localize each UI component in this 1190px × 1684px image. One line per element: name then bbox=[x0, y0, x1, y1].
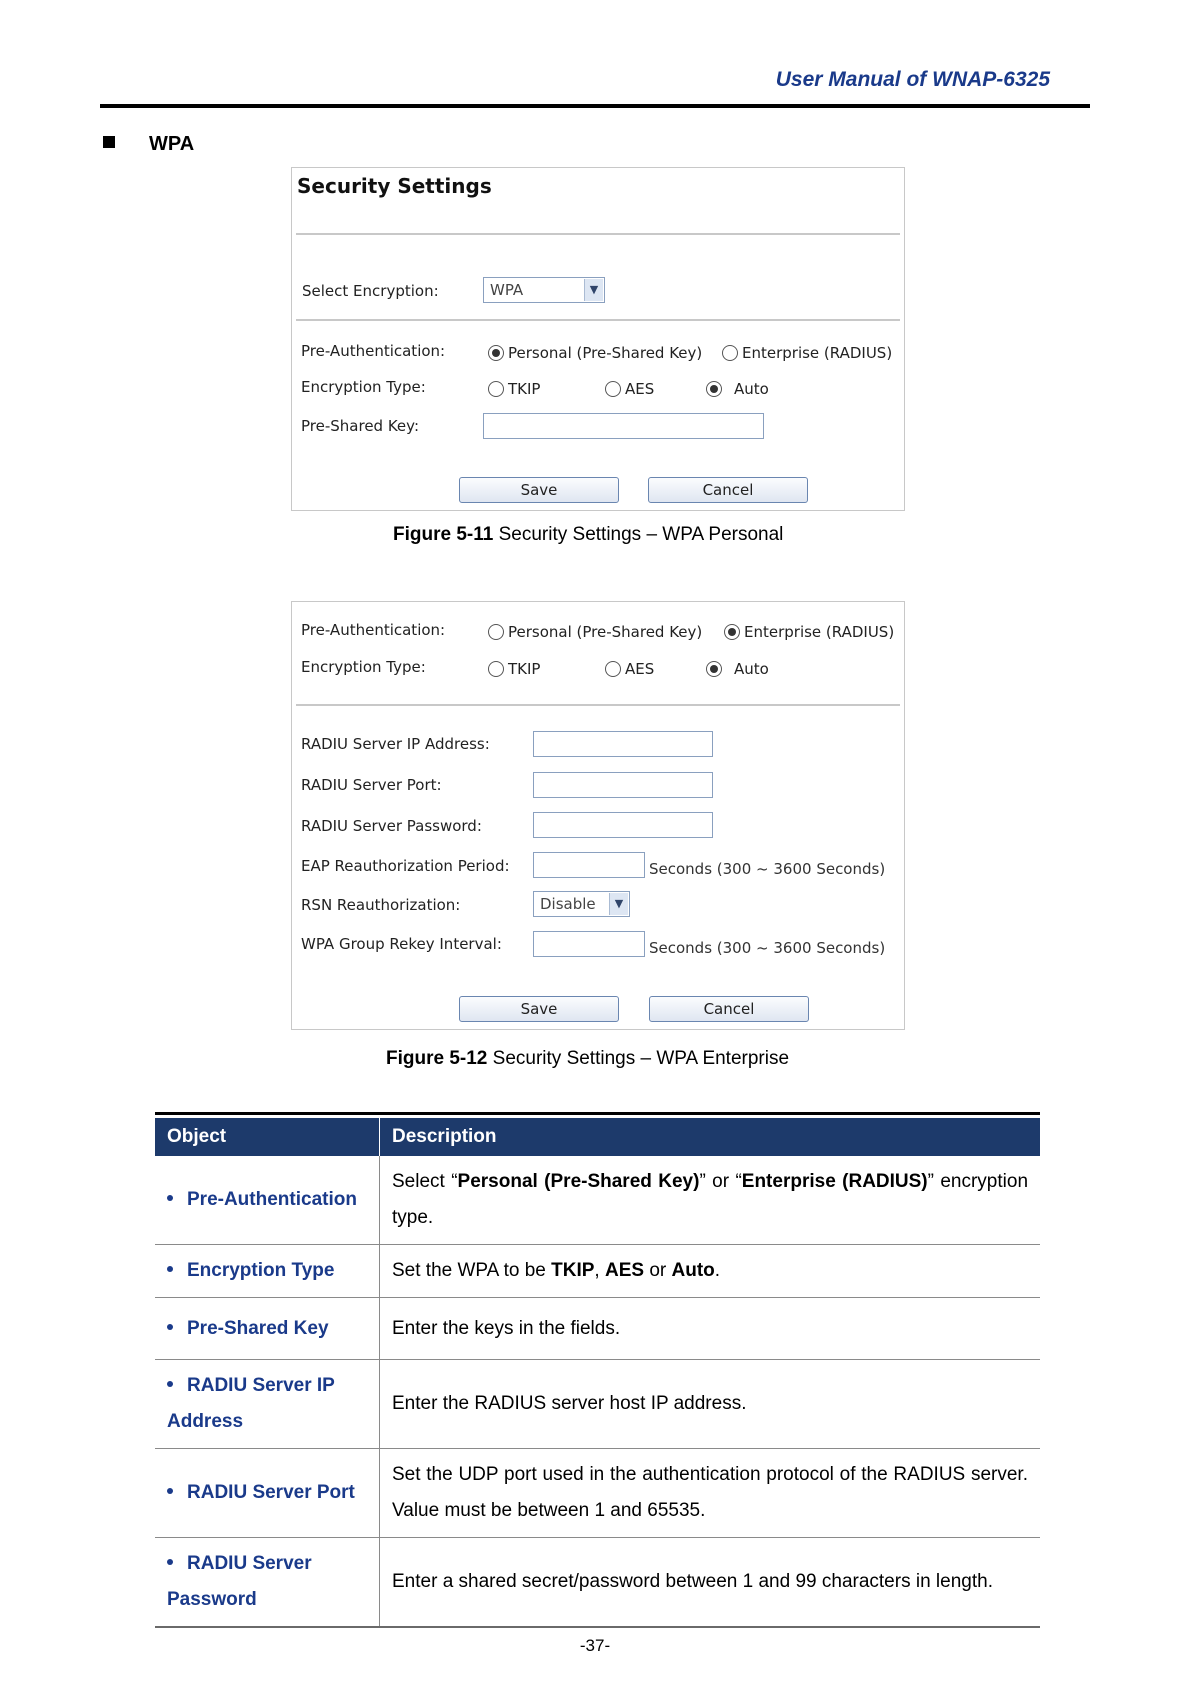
pre-auth-label: Pre-Authentication: bbox=[301, 621, 446, 639]
radius-ip-input[interactable] bbox=[533, 731, 713, 757]
radio-tkip[interactable] bbox=[488, 660, 540, 678]
psk-input[interactable] bbox=[483, 413, 764, 439]
desc-text: ” encryption type. bbox=[392, 1171, 1029, 1228]
pre-auth-label: Pre-Authentication: bbox=[301, 342, 446, 360]
radio-tkip-label: TKIP bbox=[508, 660, 541, 678]
rekey-label: WPA Group Rekey Interval: bbox=[301, 935, 502, 953]
divider bbox=[296, 319, 900, 321]
manual-title: User Manual of WNAP-6325 bbox=[775, 68, 1050, 91]
object-cell bbox=[155, 1156, 380, 1245]
radio-enterprise[interactable] bbox=[724, 623, 894, 641]
radio-personal[interactable] bbox=[488, 344, 702, 362]
desc-text: . bbox=[714, 1260, 721, 1281]
eap-period-input[interactable] bbox=[533, 852, 645, 878]
section-title: WPA bbox=[149, 133, 195, 155]
rekey-hint: Seconds (300 ~ 3600 Seconds) bbox=[649, 939, 886, 957]
radius-ip-label: RADIU Server IP Address: bbox=[301, 735, 490, 753]
radio-aes-label: AES bbox=[625, 380, 655, 398]
table-row bbox=[155, 1538, 1040, 1628]
panel-title: Security Settings bbox=[297, 174, 492, 198]
save-button[interactable]: Save bbox=[459, 477, 619, 503]
square-bullet-icon bbox=[103, 136, 115, 148]
radius-password-input[interactable] bbox=[533, 812, 713, 838]
radio-enterprise-label: Enterprise (RADIUS) bbox=[742, 344, 893, 362]
encryption-select[interactable] bbox=[483, 277, 605, 303]
object-cell bbox=[155, 1298, 380, 1360]
bullet-icon bbox=[167, 1559, 173, 1565]
section-heading bbox=[103, 133, 194, 156]
page-number: -37- bbox=[579, 1636, 611, 1655]
radio-auto[interactable] bbox=[706, 660, 769, 678]
radio-personal[interactable] bbox=[488, 623, 702, 641]
object-cell bbox=[155, 1449, 380, 1538]
radius-password-label: RADIU Server Password: bbox=[301, 817, 482, 835]
encryption-select-value: WPA bbox=[490, 281, 524, 299]
desc-bold: Enterprise (RADIUS) bbox=[741, 1171, 928, 1192]
column-header-description: Description bbox=[380, 1118, 1041, 1156]
radio-aes[interactable] bbox=[605, 660, 654, 678]
description-cell: Enter the keys in the fields. bbox=[380, 1298, 1041, 1360]
radio-selected-icon bbox=[706, 381, 722, 397]
object-label: RADIU Server Password bbox=[167, 1553, 312, 1610]
object-label: Pre-Authentication bbox=[187, 1189, 357, 1210]
save-button[interactable]: Save bbox=[459, 996, 619, 1022]
security-settings-personal-panel bbox=[291, 167, 905, 511]
enc-type-label: Encryption Type: bbox=[301, 658, 426, 676]
radio-empty-icon bbox=[722, 345, 738, 361]
radio-personal-label: Personal (Pre-Shared Key) bbox=[508, 344, 703, 362]
radio-tkip[interactable] bbox=[488, 380, 540, 398]
table-row bbox=[155, 1245, 1040, 1298]
desc-text: , bbox=[594, 1260, 605, 1281]
desc-text: Set the WPA to be bbox=[392, 1260, 552, 1281]
caption-text: Security Settings – WPA Enterprise bbox=[487, 1048, 790, 1069]
desc-bold: Auto bbox=[671, 1260, 715, 1281]
header-rule bbox=[100, 104, 1090, 108]
description-cell: Set the UDP port used in the authentication protocol of the RADIUS server. Value must be between 1 and 65535. bbox=[380, 1449, 1041, 1538]
bullet-icon bbox=[167, 1381, 173, 1387]
radio-aes[interactable] bbox=[605, 380, 654, 398]
radio-auto-label: Auto bbox=[734, 380, 769, 398]
radio-selected-icon bbox=[724, 624, 740, 640]
desc-text: Select “ bbox=[392, 1171, 458, 1192]
radio-empty-icon bbox=[488, 381, 504, 397]
radio-personal-label: Personal (Pre-Shared Key) bbox=[508, 623, 703, 641]
cancel-button[interactable]: Cancel bbox=[649, 996, 809, 1022]
description-cell bbox=[380, 1156, 1041, 1245]
column-header-object: Object bbox=[155, 1118, 380, 1156]
object-label: RADIU Server IP Address bbox=[167, 1375, 335, 1432]
caption-label: Figure 5-12 bbox=[386, 1048, 488, 1069]
radio-auto-label: Auto bbox=[734, 660, 769, 678]
object-label: Encryption Type bbox=[187, 1260, 335, 1281]
desc-bold: TKIP bbox=[551, 1260, 595, 1281]
desc-text: or bbox=[644, 1260, 672, 1281]
object-label: RADIU Server Port bbox=[187, 1482, 355, 1503]
security-settings-enterprise-panel bbox=[291, 601, 905, 1030]
rsn-label: RSN Reauthorization: bbox=[301, 896, 461, 914]
rsn-select-value: Disable bbox=[540, 895, 596, 913]
table-row bbox=[155, 1156, 1040, 1245]
description-cell bbox=[380, 1245, 1041, 1298]
divider bbox=[296, 704, 900, 706]
divider bbox=[296, 233, 900, 235]
eap-period-hint: Seconds (300 ~ 3600 Seconds) bbox=[649, 860, 886, 878]
desc-text: ” or “ bbox=[699, 1171, 742, 1192]
object-cell bbox=[155, 1538, 380, 1628]
description-cell: Enter the RADIUS server host IP address. bbox=[380, 1360, 1041, 1449]
psk-label: Pre-Shared Key: bbox=[301, 417, 419, 435]
eap-period-label: EAP Reauthorization Period: bbox=[301, 857, 510, 875]
radio-enterprise-label: Enterprise (RADIUS) bbox=[744, 623, 895, 641]
radio-aes-label: AES bbox=[625, 660, 655, 678]
object-label: Pre-Shared Key bbox=[187, 1317, 329, 1339]
radius-port-label: RADIU Server Port: bbox=[301, 776, 442, 794]
table-row bbox=[155, 1360, 1040, 1449]
radio-enterprise[interactable] bbox=[722, 344, 892, 362]
caption-label: Figure 5-11 bbox=[393, 524, 494, 545]
figure-caption-5-11 bbox=[393, 524, 783, 546]
radio-auto[interactable] bbox=[706, 380, 769, 398]
chevron-down-icon: ▼ bbox=[609, 893, 628, 915]
radio-empty-icon bbox=[488, 661, 504, 677]
radio-empty-icon bbox=[488, 624, 504, 640]
radio-tkip-label: TKIP bbox=[508, 380, 541, 398]
enc-type-label: Encryption Type: bbox=[301, 378, 426, 396]
radio-empty-icon bbox=[605, 661, 621, 677]
radio-selected-icon bbox=[488, 345, 504, 361]
table-header-row bbox=[155, 1118, 1040, 1156]
caption-text: Security Settings – WPA Personal bbox=[493, 524, 784, 545]
rekey-input[interactable] bbox=[533, 931, 645, 957]
cancel-button[interactable]: Cancel bbox=[648, 477, 808, 503]
radio-empty-icon bbox=[605, 381, 621, 397]
table-top-rule bbox=[155, 1112, 1040, 1115]
figure-caption-5-12 bbox=[386, 1048, 789, 1070]
object-cell bbox=[155, 1360, 380, 1449]
bullet-icon bbox=[167, 1266, 173, 1272]
bullet-icon bbox=[167, 1195, 173, 1201]
table-row bbox=[155, 1298, 1040, 1360]
bullet-icon bbox=[167, 1324, 173, 1330]
description-cell: Enter a shared secret/password between 1 and 99 characters in length. bbox=[380, 1538, 1041, 1628]
rsn-select[interactable] bbox=[533, 891, 630, 917]
select-encryption-label: Select Encryption: bbox=[302, 282, 439, 300]
parameter-table bbox=[155, 1118, 1040, 1628]
table-row bbox=[155, 1449, 1040, 1538]
object-cell bbox=[155, 1245, 380, 1298]
radio-selected-icon bbox=[706, 661, 722, 677]
bullet-icon bbox=[167, 1488, 173, 1494]
chevron-down-icon: ▼ bbox=[584, 279, 603, 301]
desc-bold: Personal (Pre-Shared Key) bbox=[457, 1171, 700, 1192]
desc-bold: AES bbox=[604, 1260, 645, 1281]
radius-port-input[interactable] bbox=[533, 772, 713, 798]
